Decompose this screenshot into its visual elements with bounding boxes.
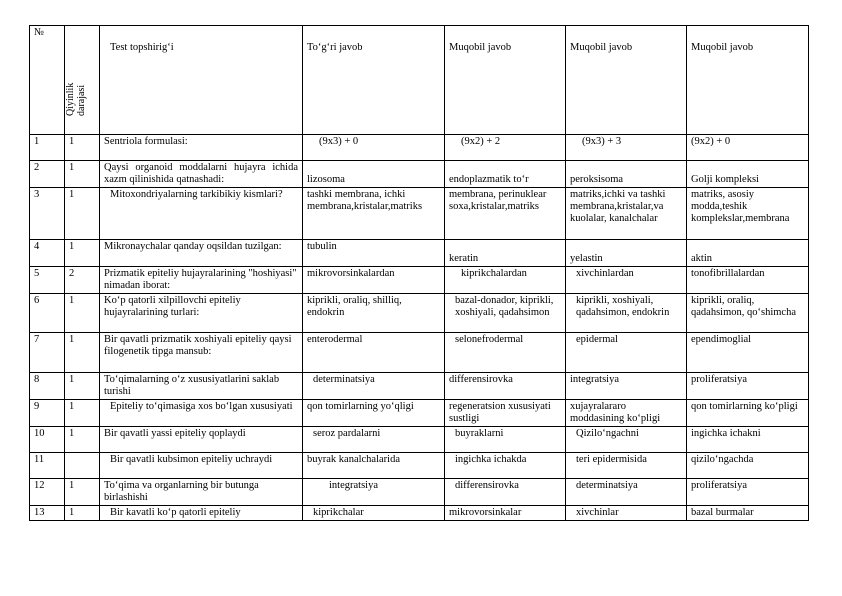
correct-answer-cell: kiprikchalar [303,506,445,521]
table-row [30,267,809,294]
alternative-3-cell: tonofibrillalardan [687,267,809,294]
correct-answer-cell: mikrovorsinkalardan [303,267,445,294]
alternative-1-cell: mikrovorsinkalar [445,506,566,521]
table-row [30,240,809,267]
table-row [30,400,809,427]
header-alternative-1: Muqobil javob [445,26,566,135]
alternative-3-cell: bazal burmalar [687,506,809,521]
alternative-3-cell: matriks, asosiy modda,teshik komplekslar,membrana [687,188,809,240]
alternative-2-cell: integratsiya [566,373,687,400]
row-level: 1 [65,400,100,427]
alternative-1-cell: membrana, perinuklear soxa,kristalar,matriks [445,188,566,240]
alternative-2-cell: Qizilo‘ngachni [566,427,687,453]
question-cell: Bir kavatli ko‘p qatorli epiteliy [100,506,303,521]
alternative-1-cell: kiprikchalardan [445,267,566,294]
table-row [30,453,809,479]
alternative-2-cell: (9x3) + 3 [566,135,687,161]
row-number: 1 [30,135,65,161]
row-number: 2 [30,161,65,188]
question-cell: Prizmatik epiteliy hujayralarining "hoshiyasi" nimadan iborat: [100,267,303,294]
row-number: 7 [30,333,65,373]
header-row [30,26,809,135]
row-level: 1 [65,240,100,267]
row-number: 12 [30,479,65,506]
alternative-1-cell: regeneratsion xususiyati sustligi [445,400,566,427]
row-number: 4 [30,240,65,267]
question-cell: Epiteliy to‘qimasiga xos bo‘lgan xususiyati [100,400,303,427]
table-row [30,188,809,240]
correct-answer-cell: lizosoma [303,161,445,188]
alternative-3-cell: ingichka ichakni [687,427,809,453]
correct-answer-cell: determinatsiya [303,373,445,400]
question-cell: Ko‘p qatorli xilpillovchi epiteliy hujayralarining turlari: [100,294,303,333]
question-cell: Qaysi organoid moddalarni hujayra ichida xazm qilinishida qatnashadi: [100,161,303,188]
table-row [30,161,809,188]
correct-answer-cell: integratsiya [303,479,445,506]
alternative-1-cell: selonefrodermal [445,333,566,373]
correct-answer-cell: buyrak kanalchalarida [303,453,445,479]
header-correct-answer: To‘g‘ri javob [303,26,445,135]
row-level: 1 [65,161,100,188]
alternative-2-cell: peroksisoma [566,161,687,188]
correct-answer-cell: enterodermal [303,333,445,373]
row-level: 1 [65,135,100,161]
question-cell: Bir qavatli prizmatik xoshiyali epiteliy qaysi filogenetik tipga mansub: [100,333,303,373]
alternative-1-cell: differensirovka [445,373,566,400]
alternative-1-cell: buyraklarni [445,427,566,453]
alternative-1-cell: ingichka ichakda [445,453,566,479]
header-difficulty [65,26,100,135]
correct-answer-cell: tashki membrana, ichki membrana,kristalar,matriks [303,188,445,240]
table-row [30,427,809,453]
row-number: 11 [30,453,65,479]
alternative-3-cell: ependimoglial [687,333,809,373]
alternative-2-cell: xivchinlardan [566,267,687,294]
question-cell: Sentriola formulasi: [100,135,303,161]
row-number: 5 [30,267,65,294]
correct-answer-cell: kiprikli, oraliq, shilliq, endokrin [303,294,445,333]
alternative-3-cell: qon tomirlarning ko‘pligi [687,400,809,427]
row-level: 1 [65,373,100,400]
table-row [30,479,809,506]
correct-answer-cell: seroz pardalarni [303,427,445,453]
test-table [29,25,809,521]
row-level: 1 [65,427,100,453]
alternative-1-cell: keratin [445,240,566,267]
row-level: 1 [65,506,100,521]
row-number: 10 [30,427,65,453]
row-number: 9 [30,400,65,427]
alternative-2-cell: xujayralararo moddasining ko‘pligi [566,400,687,427]
header-difficulty-line2: darajasi [76,84,87,116]
correct-answer-cell: qon tomirlarning yo‘qligi [303,400,445,427]
header-number: № [30,26,65,135]
row-level: 1 [65,294,100,333]
alternative-2-cell: yelastin [566,240,687,267]
alternative-2-cell: determinatsiya [566,479,687,506]
row-number: 13 [30,506,65,521]
row-number: 3 [30,188,65,240]
table-row [30,373,809,400]
alternative-3-cell: aktin [687,240,809,267]
table-row [30,506,809,521]
alternative-3-cell: qizilo‘ngachda [687,453,809,479]
alternative-2-cell: matriks,ichki va tashki membrana,kristalar,va kuolalar, kanalchalar [566,188,687,240]
alternative-3-cell: kiprikli, oraliq, qadahsimon, qo‘shimcha [687,294,809,333]
row-level: 2 [65,267,100,294]
alternative-1-cell: differensirovka [445,479,566,506]
alternative-1-cell: bazal-donador, kiprikli, xoshiyali, qadahsimon [445,294,566,333]
alternative-2-cell: kiprikli, xoshiyali, qadahsimon, endokrin [566,294,687,333]
alternative-2-cell: epidermal [566,333,687,373]
table-row [30,333,809,373]
header-difficulty-line1: Qiyinlik [65,82,76,116]
row-level: 1 [65,479,100,506]
question-cell: Bir qavatli kubsimon epiteliy uchraydi [100,453,303,479]
header-alternative-2: Muqobil javob [566,26,687,135]
row-number: 6 [30,294,65,333]
alternative-3-cell: proliferatsiya [687,479,809,506]
alternative-3-cell: Golji kompleksi [687,161,809,188]
correct-answer-cell: tubulin [303,240,445,267]
row-level: 1 [65,333,100,373]
alternative-2-cell: xivchinlar [566,506,687,521]
correct-answer-cell: (9x3) + 0 [303,135,445,161]
alternative-2-cell: teri epidermisida [566,453,687,479]
row-level: 1 [65,188,100,240]
row-number: 8 [30,373,65,400]
alternative-1-cell: endoplazmatik to‘r [445,161,566,188]
alternative-3-cell: (9x2) + 0 [687,135,809,161]
header-question: Test topshirig‘i [100,26,303,135]
header-alternative-3: Muqobil javob [687,26,809,135]
alternative-3-cell: proliferatsiya [687,373,809,400]
alternative-1-cell: (9x2) + 2 [445,135,566,161]
table-row [30,294,809,333]
question-cell: Mikronaychalar qanday oqsildan tuzilgan: [100,240,303,267]
question-cell: Mitoxondriyalarning tarkibikiy kismlari? [100,188,303,240]
question-cell: To‘qima va organlarning bir butunga birlashishi [100,479,303,506]
question-cell: To‘qimalarning o‘z xususiyatlarini saklab turishi [100,373,303,400]
question-cell: Bir qavatli yassi epiteliy qoplaydi [100,427,303,453]
row-level [65,453,100,479]
table-row [30,135,809,161]
